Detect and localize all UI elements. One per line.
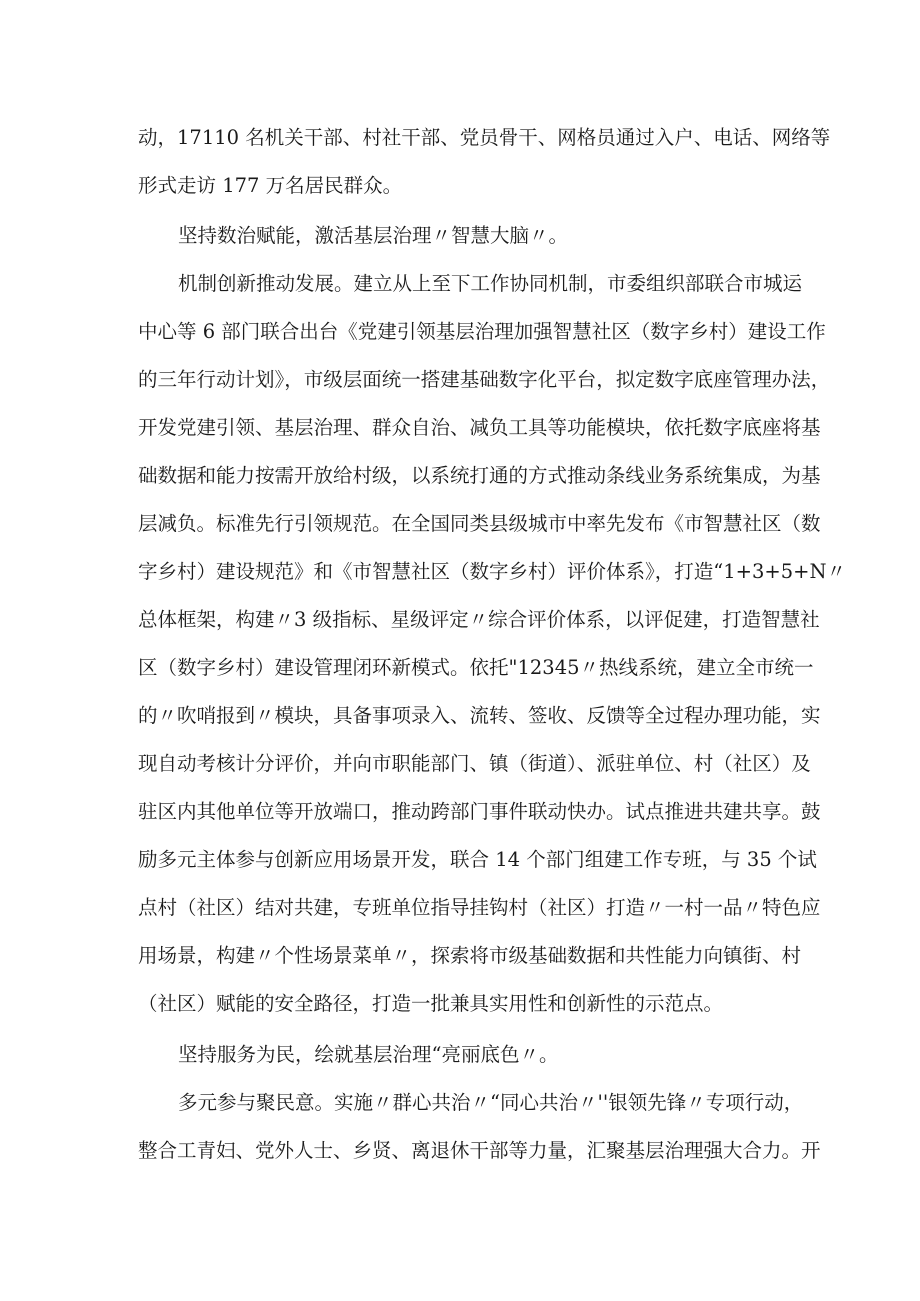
body-text-line: 机制创新推动发展。建立从上至下工作协同机制，市委组织部联合市城运 [178, 272, 803, 295]
body-text-line: 的〃吹哨报到〃模块，具备事项录入、流转、签收、反馈等全过程办理功能，实 [138, 704, 821, 727]
body-text-line: 开发党建引领、基层治理、群众自治、减负工具等功能模块，依托数字底座将基 [138, 416, 821, 439]
body-text-line: 的三年行动计划》，市级层面统一搭建基础数字化平台，拟定数字底座管理办法， [138, 368, 831, 391]
body-text-line: 多元参与聚民意。实施〃群心共治〃“同心共治〃''银领先锋〃专项行动， [178, 1091, 804, 1114]
body-text-line: 区（数字乡村）建设管理闭环新模式。依托"12345〃热线系统，建立全市统一 [138, 656, 814, 679]
body-text-line: 形式走访 177 万名居民群众。 [138, 174, 403, 197]
body-text-line: 用场景，构建〃个性场景菜单〃，探索将市级基础数据和共性能力向镇街、村 [138, 944, 802, 967]
body-text-line: 字乡村）建设规范》和《市智慧社区（数字乡村）评价体系》，打造“1+3+5+N〃 [138, 560, 847, 583]
body-text-line: （社区）赋能的安全路径，打造一批兼具实用性和创新性的示范点。 [138, 992, 724, 1015]
body-text-line: 层减负。标准先行引领规范。在全国同类县级城市中率先发布《市智慧社区（数 [138, 512, 821, 535]
body-text-line: 总体框架，构建〃3 级指标、星级评定〃综合评价体系，以评促建，打造智慧社 [138, 608, 820, 631]
body-text-line: 励多元主体参与创新应用场景开发，联合 14 个部门组建工作专班，与 35 个试 [138, 848, 817, 871]
body-text-line: 整合工青妇、党外人士、乡贤、离退休干部等力量，汇聚基层治理强大合力。开 [138, 1139, 821, 1162]
section-heading: 坚持服务为民，绘就基层治理“亮丽底色〃。 [178, 1043, 559, 1066]
body-text-line: 驻区内其他单位等开放端口，推动跨部门事件联动快办。试点推进共建共享。鼓 [138, 800, 821, 823]
body-text-line: 点村（社区）结对共建，专班单位指导挂钩村（社区）打造〃一村一品〃特色应 [138, 896, 821, 919]
body-text-line: 础数据和能力按需开放给村级，以系统打通的方式推动条线业务系统集成，为基 [138, 464, 821, 487]
body-text-line: 动，17110 名机关干部、村社干部、党员骨干、网格员通过入户、电话、网络等 [138, 126, 831, 149]
section-heading: 坚持数治赋能，激活基层治理〃智慧大脑〃。 [178, 224, 569, 247]
body-text-line: 现自动考核计分评价，并向市职能部门、镇（街道）、派驻单位、村（社区）及 [138, 752, 811, 775]
body-text-line: 中心等 6 部门联合出台《党建引领基层治理加强智慧社区（数字乡村）建设工作 [138, 320, 826, 343]
